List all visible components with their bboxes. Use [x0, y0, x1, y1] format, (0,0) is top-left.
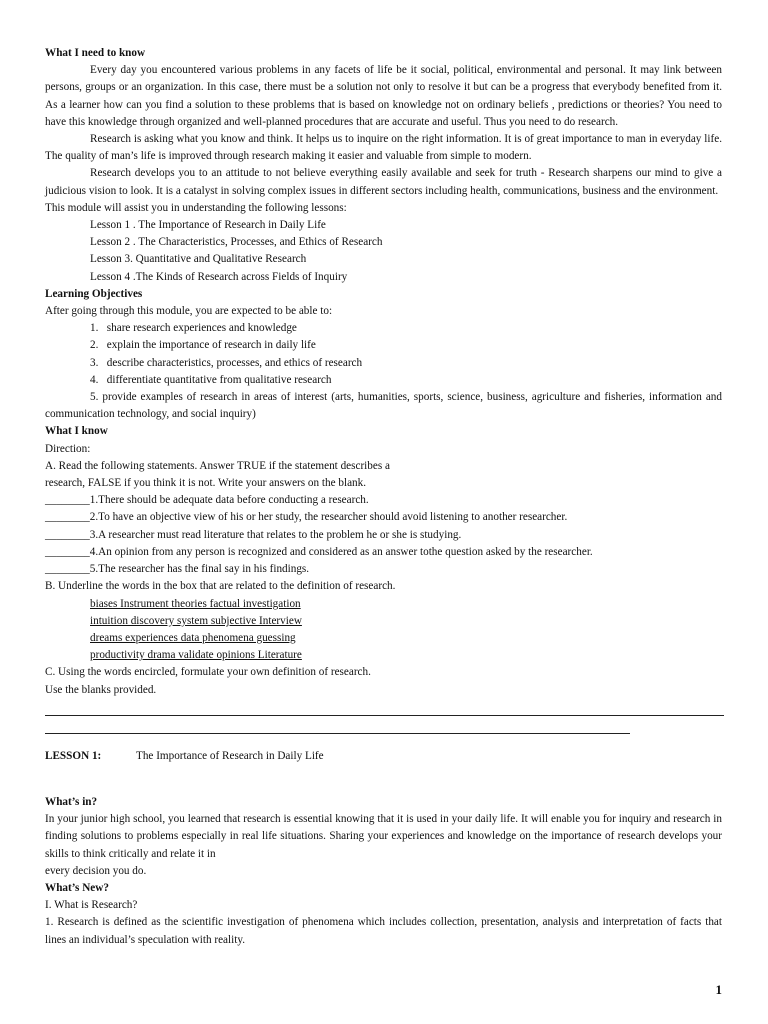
- objective-text: provide examples of research in areas of interest (arts, humanities, sports, science, business, agriculture and fisheries, information and communication technology, and social inquiry): [45, 391, 722, 421]
- objectives-intro: After going through this module, you are expected to be able to:: [45, 305, 333, 318]
- word-box-row: [45, 613, 722, 630]
- paragraph-intro-1: Every day you encountered various problems in any facets of life be it social, political, environmental and personal. It may link between persons, groups or an organization. In this case, there must be a solution not only to resolve it but can be a progress that everybody benefited from it. As a learner how can you find a solution to these problems that is based on knowledge not on ordinary beliefs , predictions or theories? You need to have this knowledge through organized and well-planned procedures that are accurate and useful. Thus you need to do research.: [45, 64, 722, 128]
- question-what-is-research: I. What is Research?: [45, 899, 138, 912]
- paragraph-whats-in-end: every decision you do.: [45, 864, 147, 877]
- instruction-a-line-2: research, FALSE if you think it is not. Write your answers on the blank.: [45, 477, 367, 490]
- objective-text: share research experiences and knowledge: [106, 322, 297, 335]
- paragraph-whats-in: In your junior high school, you learned that research is essential knowing that it is used in your daily life. It will enable you for inquiry and research in finding solutions to problems especially in real life situations. Sharing your experiences and knowledge on the importance of research develops your skills to think critically and relate it in: [45, 813, 722, 860]
- lesson-list-item: Lesson 2 . The Characteristics, Processes, and Ethics of Research: [90, 236, 383, 249]
- true-false-statement: ________2.To have an objective view of his or her study, the researcher should avoid listening to another researcher.: [45, 511, 568, 524]
- true-false-statement: ________1.There should be adequate data before conducting a research.: [45, 494, 369, 507]
- objective-number: 1.: [90, 322, 99, 335]
- word-box-row: [45, 630, 722, 647]
- heading-learning-objectives: Learning Objectives: [45, 287, 143, 300]
- page-number: 1: [715, 982, 722, 997]
- objective-item: [45, 320, 722, 337]
- word-box-text: biases Instrument theories factual investigation: [90, 597, 301, 610]
- lesson-1-header: [45, 748, 722, 765]
- objective-text: explain the importance of research in daily life: [106, 339, 316, 352]
- answer-blank-line: [45, 733, 630, 734]
- paragraph-research-definition: 1. Research is defined as the scientific investigation of phenomena which includes collection, presentation, analysis and interpretation of facts that lines an individual’s speculation with reality.: [45, 916, 722, 946]
- heading-what-i-need-to-know: What I need to know: [45, 47, 146, 59]
- objective-number: 2.: [90, 339, 99, 352]
- lesson-1-title: The Importance of Research in Daily Life: [136, 749, 324, 762]
- objective-number: 5.: [90, 391, 99, 404]
- paragraph-intro-3: Research develops you to an attitude to not believe everything easily available and seek for truth - Research sharpens our mind to give a judicious vision to look. It is a catalyst in solving complex issues in different sectors including health, communications, business and the environment.: [45, 167, 722, 197]
- heading-whats-in: What’s in?: [45, 795, 98, 808]
- paragraph-intro-2: Research is asking what you know and think. It helps us to inquire on the right information. It is of great importance to man in everyday life. The quality of man’s life is improved through research making it easier and valuable from simple to modern.: [45, 133, 722, 163]
- objective-number: 4.: [90, 373, 99, 386]
- word-box-text: intuition discovery system subjective Interview: [90, 614, 302, 627]
- objective-item: [45, 372, 722, 389]
- objective-item: [45, 337, 722, 354]
- lesson-list-item: Lesson 3. Quantitative and Qualitative Research: [90, 253, 307, 266]
- lesson-list-item: Lesson 4 .The Kinds of Research across Fields of Inquiry: [90, 270, 348, 283]
- instruction-c-blanks: Use the blanks provided.: [45, 683, 157, 696]
- objective-item: [45, 389, 722, 423]
- true-false-statement: ________5.The researcher has the final say in his findings.: [45, 563, 310, 576]
- instruction-b: B. Underline the words in the box that are related to the definition of research.: [45, 580, 396, 593]
- true-false-statement: ________4.An opinion from any person is recognized and considered as an answer tothe question asked by the researcher.: [45, 545, 593, 558]
- word-box-row: [45, 596, 722, 613]
- heading-what-i-know: What I know: [45, 425, 108, 438]
- word-box-text: productivity drama validate opinions Literature: [90, 649, 302, 662]
- direction-label: Direction:: [45, 442, 91, 455]
- word-box-text: dreams experiences data phenomena guessing: [90, 631, 296, 644]
- objective-item: [45, 355, 722, 372]
- lesson-list-item: Lesson 1 . The Importance of Research in Daily Life: [90, 219, 326, 232]
- heading-whats-new: What’s New?: [45, 881, 109, 894]
- module-intro: This module will assist you in understanding the following lessons:: [45, 201, 347, 214]
- objective-number: 3.: [90, 356, 99, 369]
- answer-blank-line: [45, 715, 724, 716]
- objective-text: differentiate quantitative from qualitative research: [106, 373, 332, 386]
- lesson-1-label: LESSON 1:: [45, 749, 102, 762]
- objective-text: describe characteristics, processes, and ethics of research: [106, 356, 363, 369]
- page-content: [45, 45, 722, 949]
- word-box-row: [45, 647, 722, 664]
- instruction-a-line-1: A. Read the following statements. Answer TRUE if the statement describes a: [45, 459, 390, 472]
- instruction-c: C. Using the words encircled, formulate your own definition of research.: [45, 666, 371, 679]
- true-false-statement: ________3.A researcher must read literature that relates to the problem he or she is studying.: [45, 528, 462, 541]
